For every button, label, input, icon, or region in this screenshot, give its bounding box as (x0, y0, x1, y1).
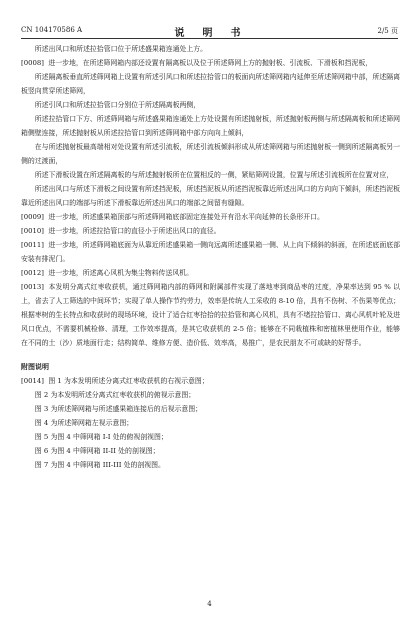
figure-caption (21, 374, 400, 388)
paragraph-number: [0008] (21, 59, 44, 67)
paragraph-text: 图 5 为图 4 中筛网箱 I-I 处的俯视剖视图； (34, 433, 168, 441)
figure-caption (21, 430, 400, 444)
paragraph (21, 56, 400, 70)
paragraph (21, 266, 400, 280)
paragraph (21, 182, 400, 210)
figure-caption (21, 458, 400, 472)
paragraph (21, 70, 400, 98)
figure-list (21, 374, 400, 472)
page-header (21, 24, 398, 39)
document-body (21, 42, 400, 472)
paragraph-text: 进一步地，所述离心风机为集尘物料传送风机。 (48, 269, 194, 277)
paragraph-number: [0009] (21, 213, 44, 221)
paragraph-number: [0011] (21, 241, 44, 249)
figure-caption (21, 444, 400, 458)
section-heading: 附图说明 (21, 362, 49, 371)
paragraph-text: 进一步地，所述筛网箱底面为从靠近所述盛果箱一侧向远离所述盛果箱一侧、从上向下倾斜的斜面，在所述底面底部安装有排泥门。 (21, 241, 401, 263)
paragraph-text: 在与所述抛射板最高端相对处设置有所述引流板，所述引流板倾斜形成从所述筛网箱与所述抛射板一侧到所述隔离板另一侧的过渡面， (21, 143, 400, 165)
paragraph-text: 进一步地，在所述筛网箱内部还设置有隔离板以及位于所述筛网上方的抛射板、引流板、下滑板和挡泥板， (48, 59, 373, 67)
paragraph (21, 238, 400, 266)
paragraph-list (21, 42, 400, 350)
figure-caption (21, 388, 400, 402)
paragraph-number: [0013] (21, 283, 44, 291)
paragraph-text: 所述出风口和所述拉拾管口位于所述盛果箱连通处上方。 (34, 45, 208, 53)
document-title: 说 明 书 (174, 28, 245, 39)
paragraph (21, 98, 400, 112)
paragraph-text: 所述拉拾管口下方、所述筛网箱与所述盛果箱连通处上方处设置有所述抛射板，所述抛射板两侧与所述隔离板和所述筛网箱侧壁连接，所述抛射板从所述拉拾管口到所述筛网箱中部方向向上倾斜， (21, 115, 400, 137)
paragraph-text: 所述出风口与所述下滑板之间设置有所述挡泥板，所述挡泥板从所述挡泥板靠近所述出风口的方向向下倾斜，所述挡泥板靠近所述出风口的端部与所述下滑板靠近所述出风口的端部之间留有缝隙。 (21, 185, 400, 207)
paragraph-text: 图 1 为本发明所述分离式红枣收获机的右视示意图； (48, 377, 209, 385)
paragraph-text: 图 6 为图 4 中筛网箱 II-II 处的剖视图； (34, 447, 160, 455)
page-number: 4 (207, 600, 212, 608)
paragraph-text: 图 3 为所述筛网箱与所述盛果箱连接后的后视示意图； (34, 405, 203, 413)
paragraph (21, 42, 400, 56)
page-indicator: 2/5 页 (377, 27, 398, 35)
paragraph-number: [0014] (21, 377, 44, 385)
paragraph (21, 140, 400, 168)
paragraph (21, 280, 400, 350)
paragraph-text: 进一步地，所述拉拾管口的直径小于所述出风口的直径。 (48, 227, 221, 235)
paragraph-number: [0010] (21, 227, 44, 235)
figure-caption (21, 402, 400, 416)
figure-caption (21, 416, 400, 430)
document-number: CN 104170586 A (21, 26, 83, 34)
paragraph-text: 所述下滑板设置在所述隔离板的与所述抛射板所在位置相反的一侧，紧贴筛网设置，位置与所述引流板所在位置对应， (34, 171, 394, 179)
paragraph-text: 进一步地，所述盛果箱顶部与所述筛网箱底部固定连接处开有沿水平向延伸的长条形开口。 (48, 213, 324, 221)
paragraph-number: [0012] (21, 269, 44, 277)
header-rule (21, 38, 398, 39)
paragraph-text: 所述引风口和所述拉拾管口分别位于所述隔离板两侧， (34, 101, 201, 109)
paragraph (21, 112, 400, 140)
paragraph-text: 本发明分离式红枣收获机，通过筛网箱内部的筛网和附属部件实现了落地枣到商品枣的过度，净果率达到 95 % 以上，省去了人工筛选的中间环节；实现了单人操作节约劳力，效率是传统人工采收的 8-10 倍，具有不伤树、不伤果等优点；根据枣树的生长特点和收获时的现场环境，设计了适合红枣拾拾的拉拾管和离心风机，具有不堵拉拾管口、离心风机叶轮及进风口优点，不需要机械检修、清理，工作效率提高，是其它收获机的 2-5 倍；能够在不同栽植株和密植林里使用作业，能够在不同的土（沙）质地面行走；结构简单、维修方便、造价低、效率高，易推广，是农民朋友不可或缺的好帮手。 (21, 283, 400, 347)
paragraph (21, 210, 400, 224)
paragraph-text: 图 4 为所述筛网箱左视示意图； (34, 419, 134, 427)
paragraph-text: 图 2 为本发明所述分离式红枣收获机的俯视示意图； (34, 391, 196, 399)
paragraph-text: 图 7 为图 4 中筛网箱 III-III 处的剖视图。 (34, 461, 165, 469)
paragraph (21, 224, 400, 238)
paragraph (21, 168, 400, 182)
paragraph-text: 所述隔离板垂直所述筛网箱上设置有所述引风口和所述拉拾管口的板面向所述筛网箱内延伸至所述筛网箱中部，所述隔离板竖向贯穿所述筛网， (21, 73, 400, 95)
